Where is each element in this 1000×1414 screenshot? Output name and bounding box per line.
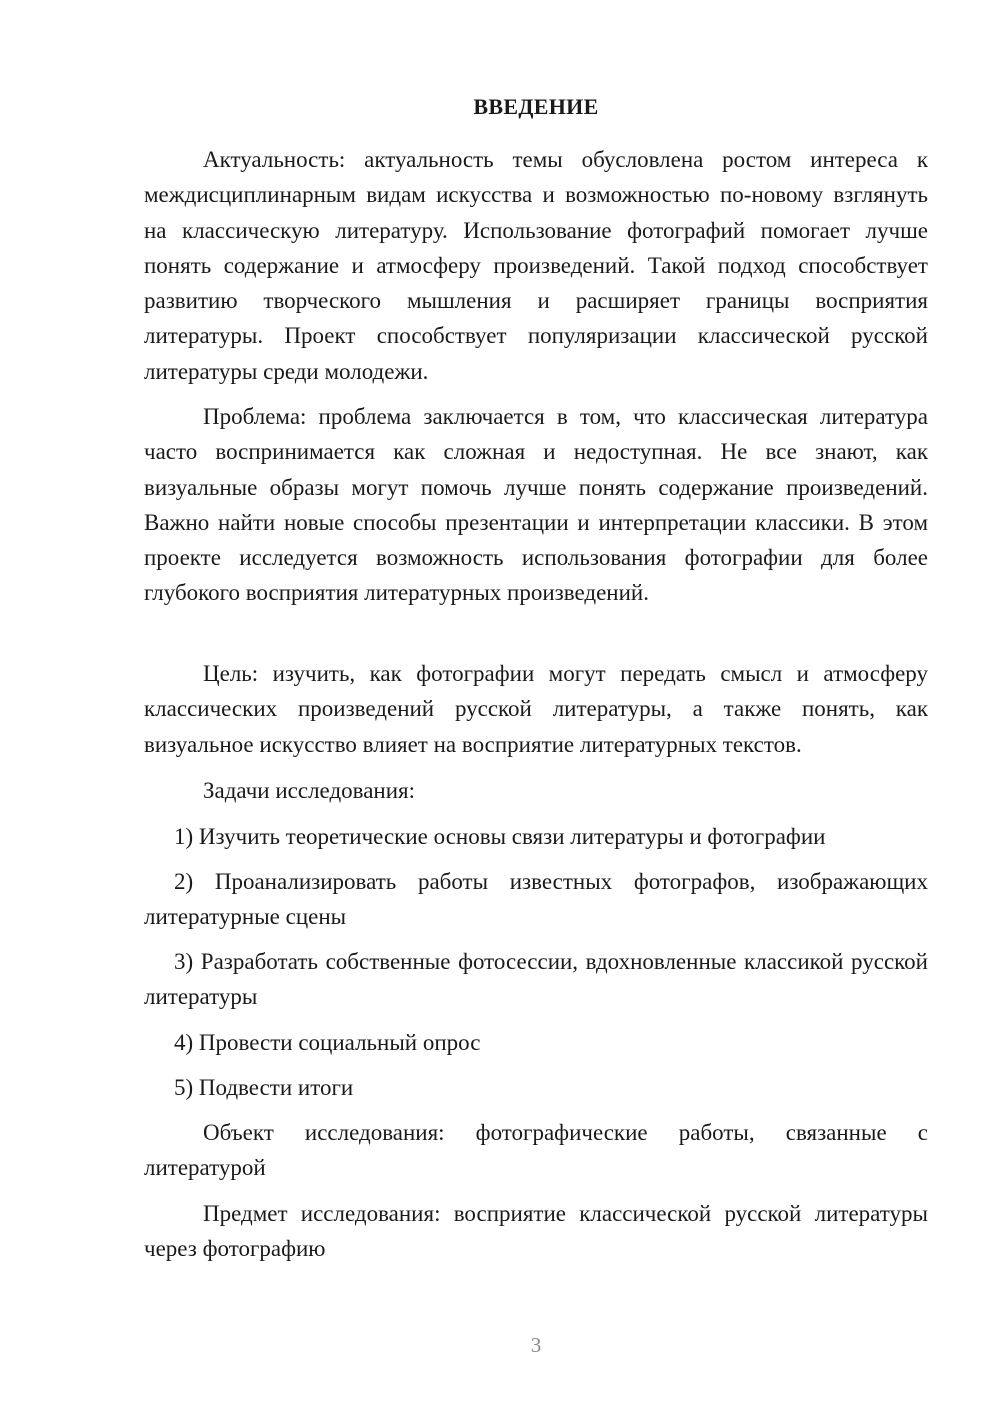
- tasks-heading: Задачи исследования:: [203, 778, 416, 803]
- task-item-2: 2) Проанализировать работы известных фотографов, изображающих литературные сцены: [144, 869, 928, 930]
- task-item-1: 1) Изучить теоретические основы связи литературы и фотографии: [174, 824, 826, 849]
- section-heading: ВВЕДЕНИЕ: [473, 94, 599, 119]
- problem-paragraph: Проблема: проблема заключается в том, что классическая литература часто воспринимается как сложная и недоступная. Не все знают, как визуальные образы могут помочь лучше понять содержание произведений. Важно найти новые способы презентации и интерпретации классики. В этом проекте исследуется возможность использования фотографии для более глубокого восприятия литературных произведений.: [144, 404, 928, 606]
- object-paragraph: Объект исследования: фотографические работы, связанные с литературой: [144, 1120, 928, 1181]
- task-item-3: 3) Разработать собственные фотосессии, вдохновленные классикой русской литературы: [144, 949, 928, 1010]
- task-item-4: 4) Провести социальный опрос: [174, 1030, 481, 1055]
- page-number: 3: [530, 1333, 542, 1357]
- relevance-paragraph: Актуальность: актуальность темы обусловлена ростом интереса к междисциплинарным видам искусства и возможностью по-новому взглянуть на классическую литературу. Использование фотографий помогает лучше понять содержание и атмосферу произведений. Такой подход способствует развитию творческого мышления и расширяет границы восприятия литературы. Проект способствует популяризации классической русской литературы среди молодежи.: [144, 147, 928, 384]
- goal-paragraph: Цель: изучить, как фотографии могут передать смысл и атмосферу классических произведений русской литературы, а также понять, как визуальное искусство влияет на восприятие литературных текстов.: [144, 661, 928, 757]
- subject-paragraph: Предмет исследования: восприятие классической русской литературы через фотографию: [144, 1201, 928, 1262]
- task-item-5: 5) Подвести итоги: [174, 1075, 354, 1100]
